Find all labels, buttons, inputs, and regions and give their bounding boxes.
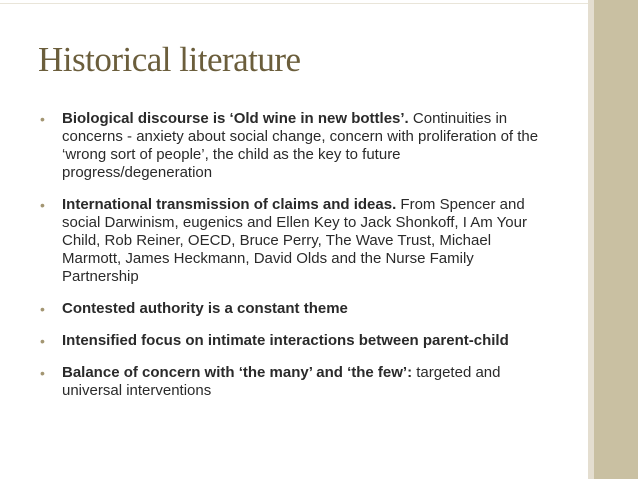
- bullet-item: [40, 110, 540, 182]
- bullet-list: [40, 110, 540, 414]
- bullet-text: Continuities in concerns - anxiety about social change, concern with proliferation of the ‘wrong sort of people’, the child as the key to future progress/degeneration: [62, 110, 539, 181]
- top-divider: [0, 3, 594, 4]
- bullet-lead: International transmission of claims and ideas.: [62, 196, 397, 213]
- bullet-marker-icon: •: [40, 111, 45, 127]
- side-band: [594, 0, 638, 479]
- bullet-marker-icon: •: [40, 197, 45, 213]
- bullet-item: [40, 196, 540, 286]
- bullet-lead: Contested authority is a constant theme: [62, 300, 348, 317]
- bullet-marker-icon: •: [40, 333, 45, 349]
- bullet-item: [40, 300, 540, 318]
- slide-title: Historical literature: [38, 40, 301, 79]
- bullet-text: From Spencer and social Darwinism, eugenics and Ellen Key to Jack Shonkoff, I Am Your Child, Rob Reiner, OECD, Bruce Perry, The Wave Trust, Michael Marmott, James Heckmann, David Olds and the Nurse Family Partnership: [62, 196, 527, 285]
- bullet-lead: Balance of concern with ‘the many’ and ‘the few’:: [62, 364, 413, 381]
- bullet-item: [40, 364, 540, 400]
- bullet-lead: Biological discourse is ‘Old wine in new bottles’.: [62, 110, 409, 127]
- bullet-text: targeted and universal interventions: [62, 364, 501, 399]
- bullet-marker-icon: •: [40, 301, 45, 317]
- bullet-lead: Intensified focus on intimate interactions between parent-child: [62, 332, 509, 349]
- bullet-marker-icon: •: [40, 365, 45, 381]
- bullet-item: [40, 332, 540, 350]
